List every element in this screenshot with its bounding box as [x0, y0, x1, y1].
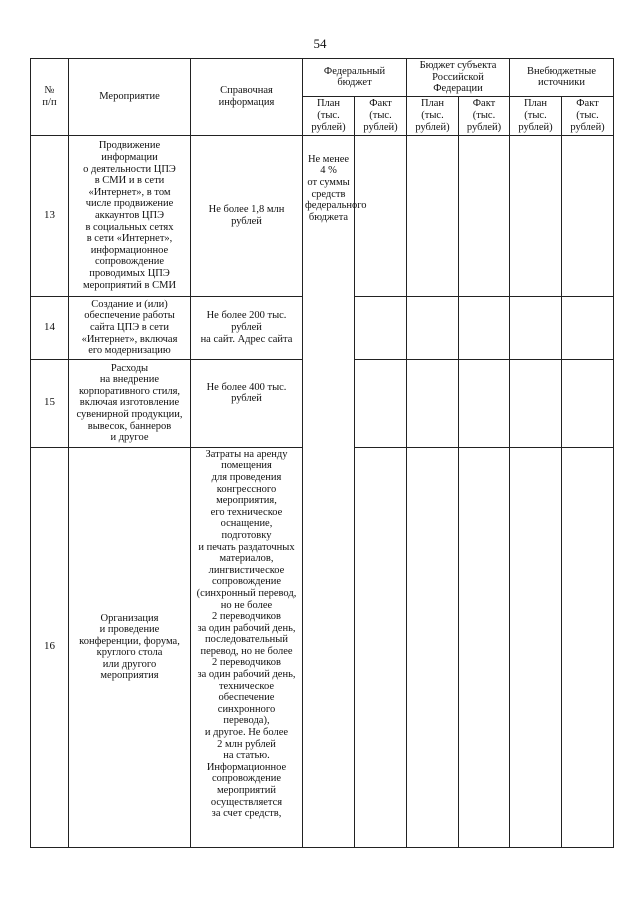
header-subject-budget: Бюджет субъекта Российской Федерации — [407, 59, 510, 97]
empty-cell — [407, 296, 459, 359]
header-extrabudgetary: Внебюджетные источники — [510, 59, 614, 97]
row-info: Затраты на аренду помещения для проведения конгрессного мероприятия, его техническое оснащение, подготовку и печать раздаточных материалов, лингвистическое сопровождение (синхронный перевод, но не более 2 переводчиков за один рабочий день, последовательный перевод, но не более 2 переводчиков за один рабочий день, техническое обеспечение синхронного перевода), и другое. Не более 2 млн рублей на статью. Информационное сопровождение мероприятий осуществляется за счет средств, — [191, 447, 303, 847]
row-number: 15 — [31, 359, 69, 447]
empty-cell — [459, 447, 510, 847]
header-extra-fact: Факт (тыс. рублей) — [562, 96, 614, 135]
row-event: Расходы на внедрение корпоративного стиля, включая изготовление сувенирной продукции, вывесок, баннеров и другое — [69, 359, 191, 447]
empty-cell — [510, 135, 562, 296]
table-row — [31, 135, 614, 296]
empty-cell — [562, 359, 614, 447]
header-federal-fact: Факт (тыс. рублей) — [355, 96, 407, 135]
header-event: Мероприятие — [69, 59, 191, 136]
empty-cell — [510, 296, 562, 359]
empty-cell — [407, 135, 459, 296]
empty-cell — [355, 447, 407, 847]
empty-cell — [562, 296, 614, 359]
empty-cell — [510, 447, 562, 847]
empty-cell — [407, 359, 459, 447]
row-info: Не более 200 тыс. рублей на сайт. Адрес сайта — [191, 296, 303, 359]
empty-cell — [510, 359, 562, 447]
empty-cell — [355, 296, 407, 359]
header-subject-plan: План (тыс. рублей) — [407, 96, 459, 135]
row-event: Организация и проведение конференции, форума, круглого стола или другого мероприятия — [69, 447, 191, 847]
page-number: 54 — [313, 36, 327, 51]
empty-cell — [355, 359, 407, 447]
row-event: Создание и (или) обеспечение работы сайта ЦПЭ в сети «Интернет», включая его модернизацию — [69, 296, 191, 359]
row-info: Не более 1,8 млн рублей — [191, 135, 303, 296]
header-subject-fact: Факт (тыс. рублей) — [459, 96, 510, 135]
budget-table — [30, 58, 614, 848]
empty-cell — [459, 359, 510, 447]
empty-cell — [562, 135, 614, 296]
row-number: 14 — [31, 296, 69, 359]
federal-plan-note: Не менее 4 % от суммы средств федерального бюджета — [303, 135, 355, 847]
row-info: Не более 400 тыс. рублей — [191, 359, 303, 447]
header-federal-plan: План (тыс. рублей) — [303, 96, 355, 135]
empty-cell — [562, 447, 614, 847]
header-federal-budget: Федеральный бюджет — [303, 59, 407, 97]
header-extra-plan: План (тыс. рублей) — [510, 96, 562, 135]
header-info: Справочная информация — [191, 59, 303, 136]
row-event: Продвижение информации о деятельности ЦПЭ в СМИ и в сети «Интернет», в том числе продвижение аккаунтов ЦПЭ в социальных сетях в сети «Интернет», информационное сопровождение проводимых ЦПЭ мероприятий в СМИ — [69, 135, 191, 296]
row-number: 13 — [31, 135, 69, 296]
empty-cell — [459, 296, 510, 359]
empty-cell — [459, 135, 510, 296]
empty-cell — [355, 135, 407, 296]
header-number: № п/п — [31, 59, 69, 136]
empty-cell — [407, 447, 459, 847]
row-number: 16 — [31, 447, 69, 847]
